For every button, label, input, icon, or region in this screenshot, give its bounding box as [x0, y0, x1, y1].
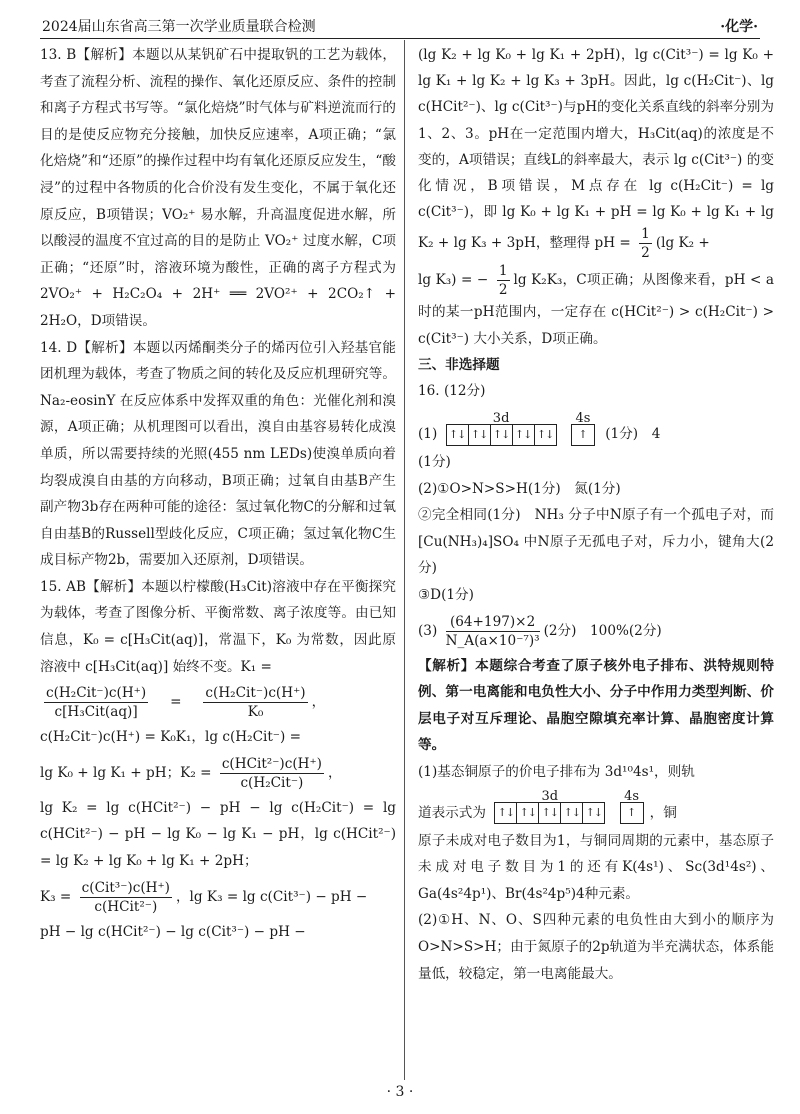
- k1-fraction-2: $\frac{\text{c(H₂Cit⁻)c(H⁺)}}{\text{K₀}}$: [205, 685, 306, 721]
- k2-fraction: $\frac{\text{c(HCit²⁻)c(H⁺)}}{\text{c(H₂Cit⁻)}}$: [221, 755, 322, 791]
- half-fraction-2: $\frac{1}{2}$: [498, 263, 508, 299]
- orbital-4s-diagram-2: 4s ↑: [620, 802, 644, 824]
- right-column: (lg K₂ + lg K₀ + lg K₁ + 2pH)，lg c(Cit³⁻) = lg K₀ + lg K₁ + lg K₂ + lg K₃ + 3pH。因此，lg c(H₂Cit⁻)、lg c(HCit²⁻)、lg c(Cit³⁻)与pH的变化关系直线的斜率分别为1、2、3。pH在一定范围内增大，H₃Cit(aq)的浓度是不变的，A项错误；直线L的斜率最大，表示 lg c(Cit³⁻) 的变化情况，B项错误，M点存在 lg c(H₂Cit⁻) = lg c(Cit³⁻)，即 lg K₀ + lg K₁ + pH = lg K₀ + lg K₁ + lg K₂ + lg K₃ + 3pH，整理得 pH = $\frac{1}{2}$ (lg K₂ + lg K₃) = − $\frac{1}{2}$ lg K₂K₃，C项正确；从图像来看，pH < a 时的某一pH范围内，一定存在 c(HCit²⁻) > c(H₂Cit⁻) > c(Cit³⁻) 大小关系，D项正确。 三、非选择题 16. (12分) (1) 3d ↑↓ ↑↓ ↑↓ ↑↓ ↑↓ 4s ↑ (1分) 4 (1分) (2)①O>N>S>H(1分) 氮(1分) ②完全相同(1分) NH₃ 分子中N原子有一个孤电子对，而[Cu(NH₃)₄]SO₄ 中N原子无孤电子对，斥力小，键角大(2分) ③D(1分) (3) $\frac{(64+197)\times 2}{\text{N\_A(a×10⁻⁷)³}}$ (2分) 100%(2分) 【解析】本题综合考查了原子核外电子排布、洪特规则特例、第一电离能和电负性大小、分子中作用力类型判断、价层电子对互斥理论、晶胞空隙填充率计算、晶胞密度计算等。 (1)基态铜原子的价电子排布为 3d¹⁰4s¹，则轨 道表示式为 3d ↑↓ ↑↓ ↑↓ ↑↓ ↑↓ 4s ↑ ，铜 原子未成对电子数目为1，与铜同周期的元素中，基态原子未成对电子数目为1的还有K(4s¹)、Sc(3d¹4s²)、Ga(4s²4p¹)、Br(4s²4p⁵)4种元素。 (2)①H、N、O、S四种元素的电负性由大到小的顺序为O>N>S>H；由于氮原子的2p轨道为半充满状态，体系能量低，较稳定，第一电离能最大。: [418, 42, 774, 987]
- page-number: · 3 ·: [386, 1084, 414, 1100]
- k1-expression: $\frac{\text{c(H₂Cit⁻)c(H⁺)}}{\text{c[H₃Cit(aq)]}}$ = $\frac{\text{c(H₂Cit⁻)c(H⁺)}}{\text{K₀}}$ ，: [46, 685, 326, 721]
- k1-fraction: $\frac{\text{c(H₂Cit⁻)c(H⁺)}}{\text{c[H₃Cit(aq)]}}$: [46, 685, 147, 721]
- answer-15-intro: 15. AB【解析】本题以柠檬酸(H₃Cit)溶液中存在平衡探究为载体，考查了图像分析、平衡常数、离子浓度等。由已知信息，K₀ = c[H₃Cit(aq)]，常温下，K₀ 为常数，因此原溶液中 c[H₃Cit(aq)] 始终不变。K₁ =: [40, 578, 396, 675]
- orbital-4s-diagram: 4s ↑: [571, 424, 595, 446]
- orbital-3d-diagram: 3d ↑↓ ↑↓ ↑↓ ↑↓ ↑↓: [446, 424, 557, 446]
- page-header: [40, 14, 760, 39]
- answer-15-b: c(H₂Cit⁻)c(H⁺) = K₀K₁，lg c(H₂Cit⁻) =: [40, 729, 301, 746]
- subject-label: ·化学·: [720, 19, 758, 35]
- density-fraction: $\frac{(64+197)\times 2}{\text{N\_A(a×10⁻⁷)³}}$: [445, 613, 540, 649]
- column-divider: [404, 40, 405, 1080]
- half-fraction: $\frac{1}{2}$: [641, 226, 650, 262]
- answer-15-d: lg K₂ = lg c(HCit²⁻) − pH − lg c(H₂Cit⁻) = lg c(HCit²⁻) − pH − lg K₀ − lg K₁ − pH，lg c(HCit²⁻) = lg K₂ + lg K₀ + lg K₁ + 2pH；: [40, 799, 396, 870]
- k3-fraction: $\frac{\text{c(Cit³⁻)c(H⁺)}}{\text{c(HCit²⁻)}}$: [81, 879, 170, 915]
- analysis-16-1d: 原子未成对电子数目为1，与铜同周期的元素中，基态原子未成对电子数目为1的还有K(4s¹)、Sc(3d¹4s²)、Ga(4s²4p¹)、Br(4s²4p⁵)4种元素。: [418, 832, 774, 902]
- answer-16-2: (2)①O>N>S>H(1分) 氮(1分): [418, 480, 621, 497]
- question-16: 16. (12分): [418, 383, 486, 400]
- answer-14: 14. D【解析】本题以丙烯酮类分子的烯丙位引入羟基官能团机理为载体，考查了物质之间的转化及反应机理研究等。Na₂-eosinY 在反应体系中发挥双重的角色：光催化剂和溴源，A项正确；从机理图可以看出，溴自由基容易转化成溴单质，所以需要持续的光照(455 nm LEDs)使溴单质向着均裂成溴自由基的方向移动，B项正确；过氧自由基B产生副产物3b存在两种可能的途径：氢过氧化物C的分解和过氧自由基B的Russell型歧化反应，C项正确；氢过氧化物C生成目标产物2b，需要加入还原剂，D项错误。: [40, 339, 396, 569]
- exam-title: 2024届山东省高三第一次学业质量联合检测: [42, 19, 316, 35]
- answer-13: 13. B【解析】本题以从某钒矿石中提取钒的工艺为载体，考查了流程分析、流程的操作、氧化还原反应、条件的控制和离子方程式书写等。“氯化焙烧”时气体与矿料逆流而行的目的是使反应物充分接触，加快反应速率，A项正确；“氯化焙烧”和“还原”的操作过程中均有氧化还原反应发生，“酸浸”的过程中各物质的化合价没有发生变化，不属于氧化还原反应，B项错误；VO₂⁺ 易水解，升高温度促进水解，所以酸浸的温度不宜过高的目的是防止 VO₂⁺ 过度水解，C项正确；“还原”时，溶液环境为酸性，正确的离子方程式为 2VO₂⁺ + H₂C₂O₄ + 2H⁺ ══ 2VO²⁺ + 2CO₂↑ + 2H₂O，D项错误。: [40, 47, 396, 329]
- analysis-16-2: (2)①H、N、O、S四种元素的电负性由大到小的顺序为O>N>S>H；由于氮原子的2p轨道为半充满状态，体系能量低，较稳定，第一电离能最大。: [418, 912, 774, 982]
- analysis-orbital-line: 道表示式为 3d ↑↓ ↑↓ ↑↓ ↑↓ ↑↓ 4s ↑ ，铜: [418, 798, 774, 828]
- answer-15-f: pH − lg c(HCit²⁻) − lg c(Cit³⁻) − pH −: [40, 923, 306, 940]
- answer-16-2b: ②完全相同(1分) NH₃ 分子中N原子有一个孤电子对，而[Cu(NH₃)₄]SO₄ 中N原子无孤电子对，斥力小，键角大(2分): [418, 507, 774, 577]
- orbital-line: (1) 3d ↑↓ ↑↓ ↑↓ ↑↓ ↑↓ 4s ↑ (1分) 4: [418, 419, 774, 449]
- k3-expression: K₃ = $\frac{\text{c(Cit³⁻)c(H⁺)}}{\text{c(HCit²⁻)}}$ ，lg K₃ = lg c(Cit³⁻) − pH −: [40, 879, 368, 915]
- answer-16-3: (3) $\frac{(64+197)\times 2}{\text{N\_A(a×10⁻⁷)³}}$ (2分) 100%(2分): [418, 613, 662, 649]
- answer-16-2c: ③D(1分): [418, 586, 474, 603]
- section-title: 三、非选择题: [418, 356, 500, 373]
- analysis-16-1: (1)基态铜原子的价电子排布为 3d¹⁰4s¹，则轨: [418, 763, 695, 780]
- k2-expression: lg K₀ + lg K₁ + pH；K₂ = $\frac{\text{c(HCit²⁻)c(H⁺)}}{\text{c(H₂Cit⁻)}}$ ，: [40, 755, 342, 791]
- left-column: [40, 42, 396, 945]
- answer-15-cont: (lg K₂ + lg K₀ + lg K₁ + 2pH)，lg c(Cit³⁻) = lg K₀ + lg K₁ + lg K₂ + lg K₃ + 3pH。因此，lg c(H₂Cit⁻)、lg c(HCit²⁻)、lg c(Cit³⁻)与pH的变化关系直线的斜率分别为1、2、3。pH在一定范围内增大，H₃Cit(aq)的浓度是不变的，A项错误；直线L的斜率最大，表示 lg c(Cit³⁻) 的变化情况，B项错误，M点存在 lg c(H₂Cit⁻) = lg c(Cit³⁻)，即 lg K₀ + lg K₁ + pH = lg K₀ + lg K₁ + lg K₂ + lg K₃ + 3pH，整理得 pH =: [418, 47, 774, 252]
- analysis-16: 【解析】本题综合考查了原子核外电子排布、洪特规则特例、第一电离能和电负性大小、分子中作用力类型判断、价层电子对互斥理论、晶胞空隙填充率计算、晶胞密度计算等。: [418, 657, 774, 754]
- orbital-3d-diagram-2: 3d ↑↓ ↑↓ ↑↓ ↑↓ ↑↓: [494, 802, 605, 824]
